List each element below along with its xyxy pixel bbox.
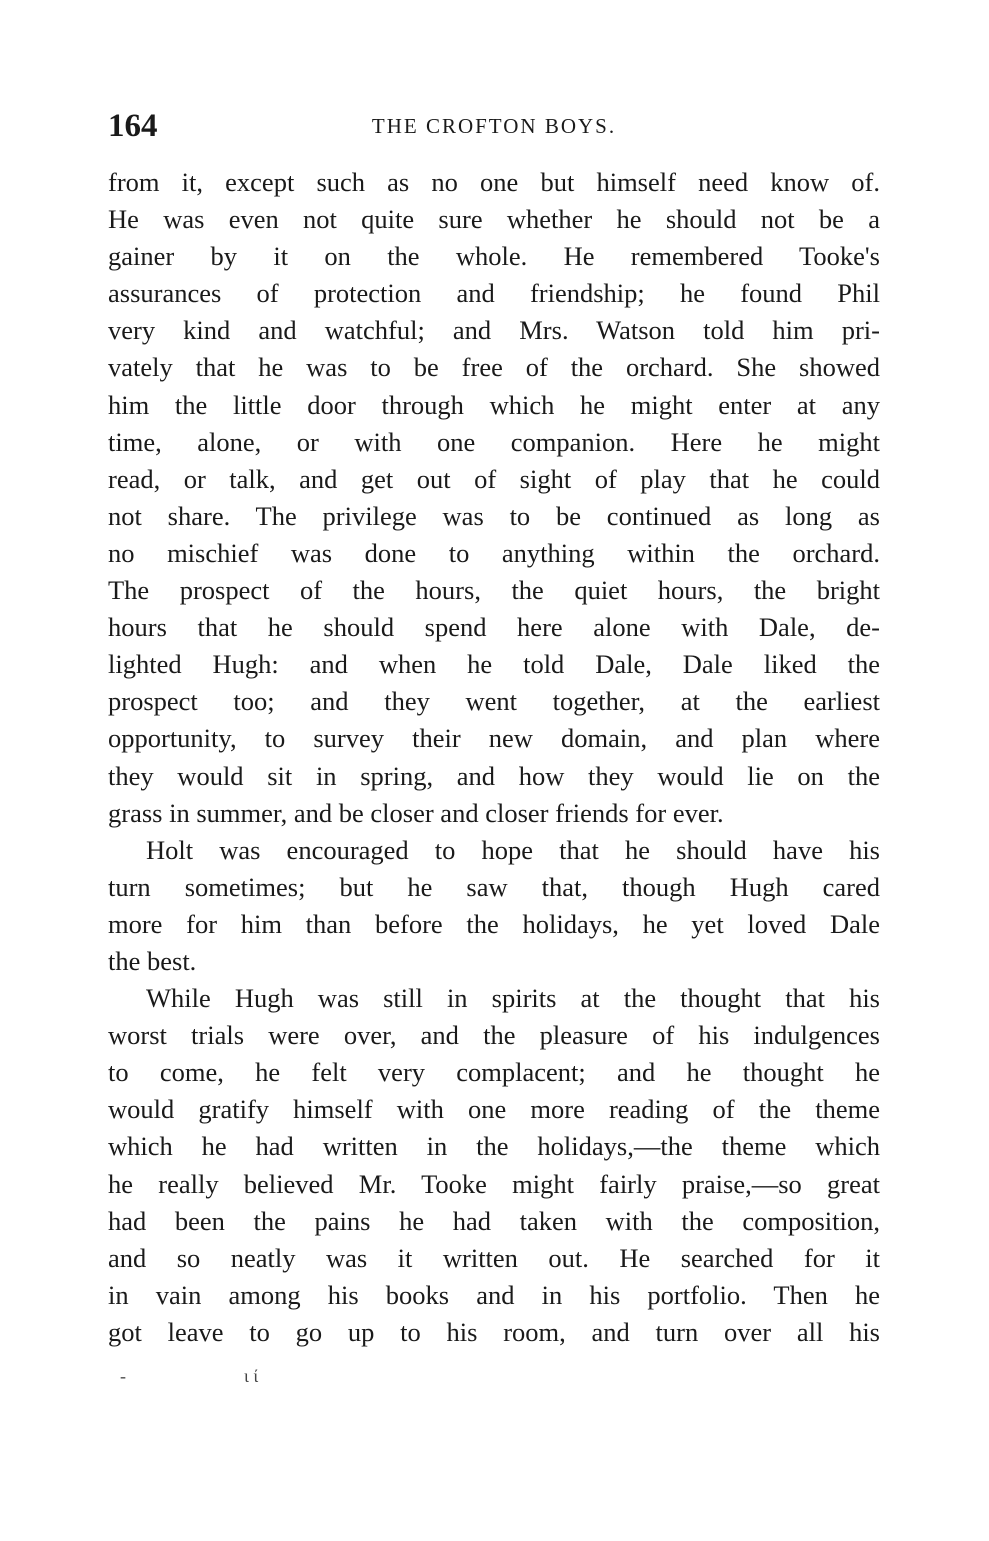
text-line: got leave to go up to his room, and turn over all his bbox=[108, 1316, 880, 1347]
text-line: in vain among his books and in his portfolio. Then he bbox=[108, 1279, 880, 1310]
text-line: turn sometimes; but he saw that, though Hugh cared bbox=[108, 871, 880, 902]
text-line: not share. The privilege was to be continued as long as bbox=[108, 500, 880, 531]
text-line: vately that he was to be free of the orchard. She showed bbox=[108, 352, 880, 383]
text-line: grass in summer, and be closer and closer friends for ever. bbox=[108, 797, 724, 828]
body-text bbox=[108, 164, 880, 1351]
text-line: they would sit in spring, and how they would lie on the bbox=[108, 760, 880, 791]
text-line: no mischief was done to anything within the orchard. bbox=[108, 537, 880, 568]
text-line: prospect too; and they went together, at the earliest bbox=[108, 686, 880, 717]
text-line: gainer by it on the whole. He remembered Tooke's bbox=[108, 241, 880, 272]
text-line: hours that he should spend here alone with Dale, de- bbox=[108, 612, 880, 643]
text-line: The prospect of the hours, the quiet hours, the bright bbox=[108, 575, 880, 606]
text-line: opportunity, to survey their new domain, and plan where bbox=[108, 723, 880, 754]
stray-mark-left: - bbox=[120, 1366, 126, 1386]
running-title: THE CROFTON BOYS. bbox=[371, 114, 617, 138]
text-line: worst trials were over, and the pleasure of his indulgences bbox=[108, 1020, 880, 1051]
stray-mark-right: ι ί bbox=[244, 1366, 259, 1386]
text-line: more for him than before the holidays, he yet loved Dale bbox=[108, 908, 880, 939]
text-line: he really believed Mr. Tooke might fairly praise,—so great bbox=[108, 1168, 880, 1199]
text-line: the best. bbox=[108, 945, 197, 976]
text-line: assurances of protection and friendship; he found Phil bbox=[108, 278, 880, 309]
text-line: lighted Hugh: and when he told Dale, Dale liked the bbox=[108, 649, 880, 680]
text-line: time, alone, or with one companion. Here he might bbox=[108, 426, 880, 457]
paragraph-first-line: Holt was encouraged to hope that he should have his bbox=[146, 834, 880, 865]
text-line: and so neatly was it written out. He searched for it bbox=[108, 1242, 880, 1273]
text-line: He was even not quite sure whether he should not be a bbox=[108, 204, 880, 235]
text-line: had been the pains he had taken with the composition, bbox=[108, 1205, 880, 1236]
text-line: would gratify himself with one more reading of the theme bbox=[108, 1094, 880, 1125]
text-line: very kind and watchful; and Mrs. Watson told him pri- bbox=[108, 315, 880, 346]
stray-print-marks bbox=[120, 1366, 259, 1386]
text-line: from it, except such as no one but himself need know of. bbox=[108, 167, 880, 197]
text-line: read, or talk, and get out of sight of play that he could bbox=[108, 463, 880, 494]
text-line: to come, he felt very complacent; and he thought he bbox=[108, 1057, 880, 1088]
text-line: him the little door through which he might enter at any bbox=[108, 389, 880, 420]
page-number: 164 bbox=[108, 108, 158, 144]
paragraph-first-line: While Hugh was still in spirits at the thought that his bbox=[146, 983, 880, 1014]
page-header bbox=[108, 104, 880, 148]
text-line: which he had written in the holidays,—the theme which bbox=[108, 1131, 880, 1162]
